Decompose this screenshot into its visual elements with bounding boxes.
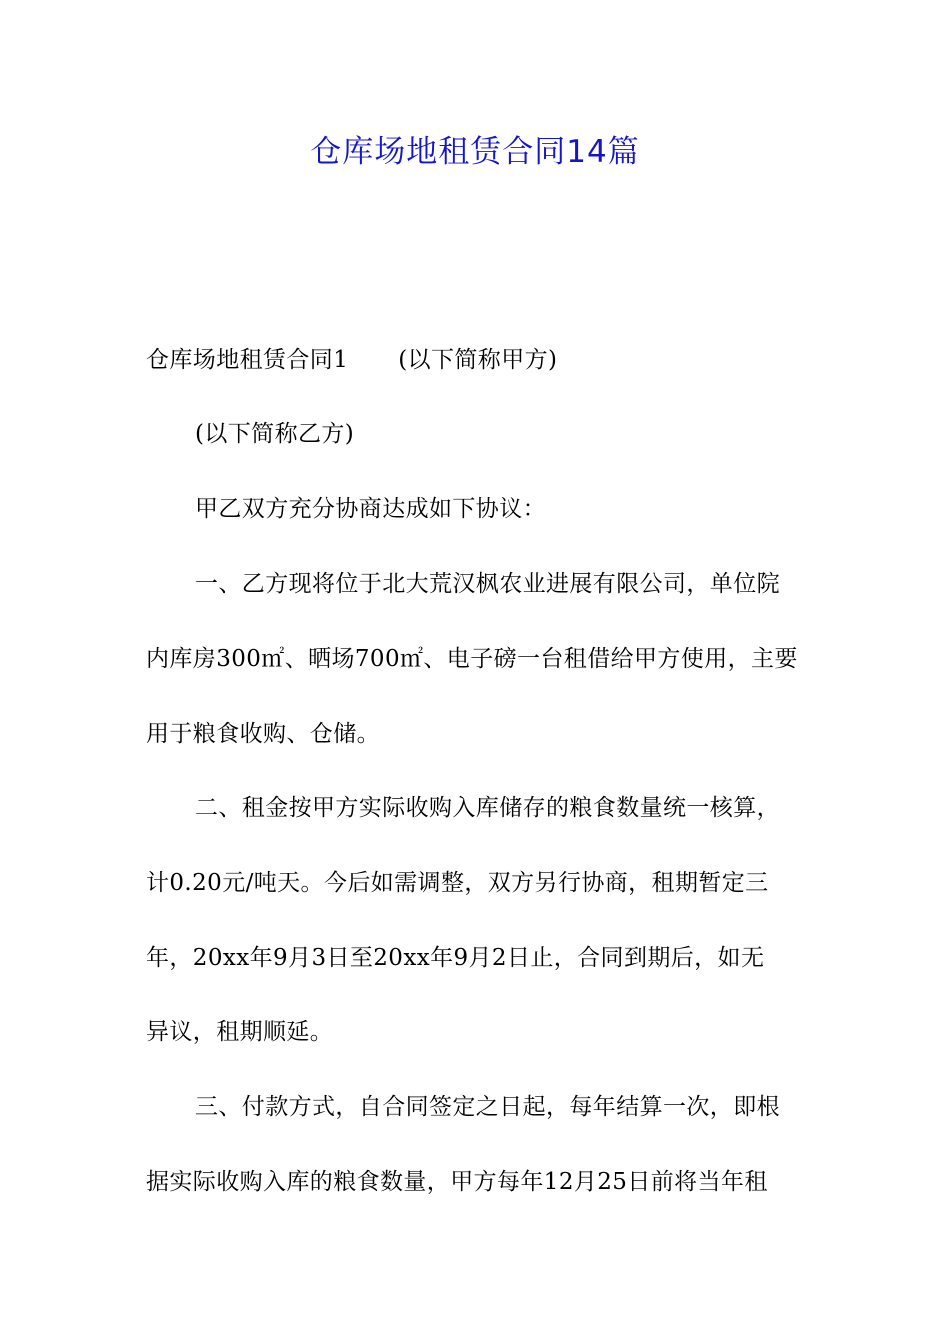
party-a-note: (以下简称甲方) xyxy=(398,347,558,373)
clause-2-line-3: 年，20xx年9月3日至20xx年9月2日止，合同到期后，如无 xyxy=(146,945,765,971)
clause-2-line-1: 二、租金按甲方实际收购入库储存的粮食数量统一核算， xyxy=(195,795,780,821)
clause-2-line-2: 计0.20元/吨天。今后如需调整，双方另行协商，租期暂定三 xyxy=(146,870,769,896)
contract-heading: 仓库场地租赁合同1 xyxy=(146,347,349,373)
clause-1-line-1: 一、乙方现将位于北大荒汉枫农业进展有限公司，单位院 xyxy=(195,571,780,597)
document-title: 仓库场地租赁合同14篇 xyxy=(310,134,640,170)
party-b-note: (以下简称乙方) xyxy=(195,421,355,447)
clause-1-line-2: 内库房300㎡、晒场700㎡、电子磅一台租借给甲方使用，主要 xyxy=(146,646,798,672)
clause-1-line-3: 用于粮食收购、仓储。 xyxy=(146,721,380,747)
clause-3-line-1: 三、付款方式，自合同签定之日起，每年结算一次，即根 xyxy=(195,1094,780,1120)
agreement-intro: 甲乙双方充分协商达成如下协议： xyxy=(195,496,546,522)
clause-3-line-2: 据实际收购入库的粮食数量，甲方每年12月25日前将当年租 xyxy=(146,1169,768,1195)
contract-heading-line xyxy=(146,342,816,378)
clause-2-line-4: 异议，租期顺延。 xyxy=(146,1019,334,1045)
